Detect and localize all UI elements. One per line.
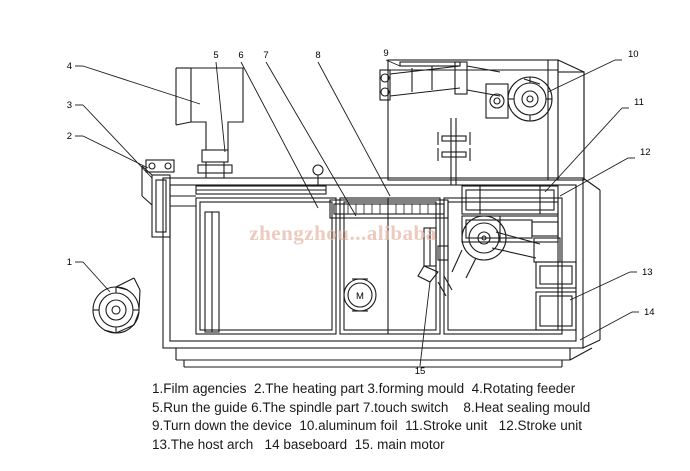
right-body-wall (570, 178, 600, 360)
watermark-text: zhengzhou...alibaba (249, 221, 437, 245)
upper-right-enclosure (388, 60, 584, 180)
stroke-unit-upper (462, 186, 558, 214)
turn-down-device (418, 228, 438, 282)
left-column (205, 212, 219, 332)
legend-list (0, 380, 690, 471)
legend-line-3: 9.Turn down the device 10.aluminum foil 11.Stroke unit 12.Stroke unit (152, 418, 582, 434)
heat-sealing-mould (330, 200, 448, 218)
callout-9: 9 (383, 48, 389, 59)
callout-15: 15 (414, 366, 426, 377)
spindle-part (438, 118, 470, 185)
host-arch-blocks (536, 262, 576, 330)
crank-wheel (452, 216, 560, 278)
legend-line-2: 5.Run the guide 6.The spindle part 7.touch switch 8.Heat sealing mould (152, 399, 591, 415)
callout-11: 11 (634, 97, 644, 108)
callout-1: 1 (66, 257, 72, 268)
callout-8: 8 (315, 50, 321, 61)
callout-3: 3 (66, 100, 72, 111)
callout-7: 7 (263, 50, 269, 61)
callout-12: 12 (640, 147, 651, 158)
aluminum-foil-reel (508, 77, 552, 121)
rotating-feeder-hopper (176, 68, 243, 178)
callout-4: 4 (66, 61, 72, 72)
callout-14: 14 (644, 307, 655, 318)
film-agencies-unit (142, 160, 196, 237)
callout-6: 6 (238, 50, 244, 61)
legend-line-1: 1.Film agencies 2.The heating part 3.forming mould 4.Rotating feeder (152, 381, 576, 396)
film-roll-wheel (93, 278, 140, 333)
legend-line-4: 13.The host arch 14 baseboard 15. main motor (152, 436, 445, 452)
motor-label: M (356, 291, 364, 302)
callout-13: 13 (642, 267, 653, 278)
callout-5: 5 (213, 50, 219, 61)
callout-10: 10 (628, 49, 639, 60)
forming-mould-detail (196, 165, 326, 194)
machine-base-frame (163, 178, 583, 367)
callout-2-left: 2 (66, 131, 72, 142)
callout-leaders (83, 60, 632, 366)
